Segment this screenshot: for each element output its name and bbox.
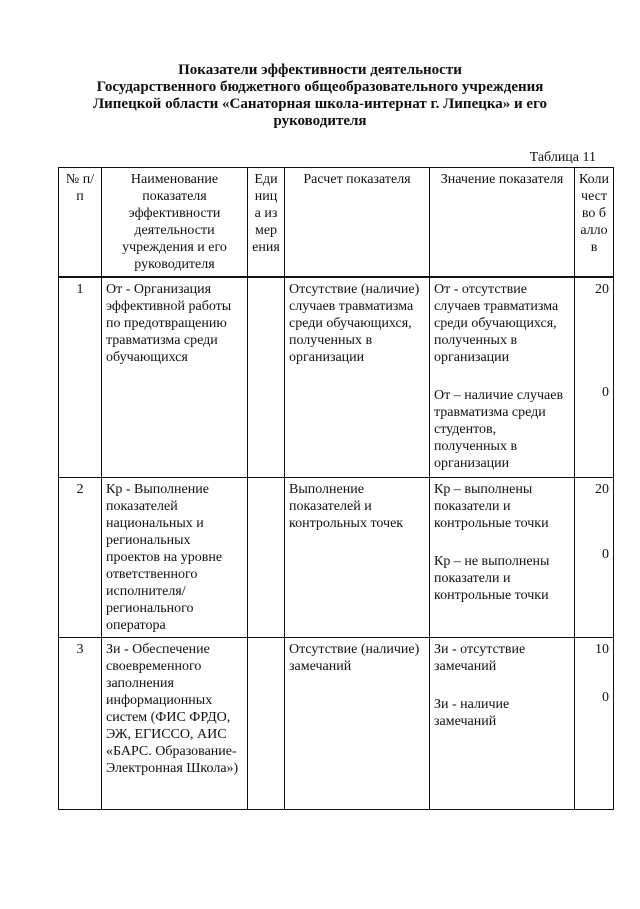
- score-value: 20: [595, 282, 609, 297]
- title-line: Показатели эффективности деятельности: [178, 62, 462, 78]
- indicators-table: [58, 167, 614, 810]
- row-scores: [575, 277, 614, 477]
- row-unit: [248, 277, 285, 477]
- row-calc: Отсутствие (наличие) замечаний: [285, 637, 430, 809]
- row-num: 1: [59, 277, 102, 477]
- score-value: 0: [602, 546, 609, 562]
- row-scores: [575, 637, 614, 809]
- header-name: Наименование показателя эффективности деятельности учреждения и его руководителя: [102, 168, 248, 278]
- row-name: От - Организация эффективной работы по предотвращению травматизма среди обучающихся: [102, 277, 248, 477]
- row-num: 2: [59, 477, 102, 637]
- header-num: № п/п: [59, 168, 102, 278]
- value-option: Кр – выполнены показатели и контрольные точки: [434, 481, 549, 531]
- value-option: Зи - наличие замечаний: [434, 696, 510, 729]
- row-values: [430, 477, 575, 637]
- row-calc: Выполнение показателей и контрольных точек: [285, 477, 430, 637]
- value-option: От – наличие случаев травматизма среди студентов, полученных в организации: [434, 388, 564, 471]
- header-unit: Единица измерения: [248, 168, 285, 278]
- table-row: [59, 477, 614, 637]
- row-values: [430, 277, 575, 477]
- row-values: [430, 637, 575, 809]
- table-label: Таблица 11: [529, 150, 596, 165]
- value-option: Кр – не выполнены показатели и контрольные точки: [434, 553, 550, 603]
- score-value: 0: [602, 385, 609, 400]
- header-score: Количество баллов: [575, 168, 614, 278]
- header-calc: Расчет показателя: [285, 168, 430, 278]
- document-title: [40, 62, 600, 130]
- table-row: [59, 637, 614, 809]
- table-header-row: [59, 168, 614, 278]
- header-value: Значение показателя: [430, 168, 575, 278]
- score-value: 10: [595, 641, 609, 657]
- title-line: Липецкой области «Санаторная школа-интернат г. Липецка» и его: [92, 96, 548, 112]
- row-scores: [575, 477, 614, 637]
- title-line: Государственного бюджетного общеобразовательного учреждения: [96, 79, 544, 95]
- value-option: Зи - отсутствие замечаний: [434, 641, 526, 674]
- row-calc: Отсутствие (наличие) случаев травматизма среди обучающихся, полученных в организации: [285, 277, 430, 477]
- row-num: 3: [59, 637, 102, 809]
- row-unit: [248, 637, 285, 809]
- row-name: Зи - Обеспечение своевременного заполнения информационных систем (ФИС ФРДО, ЭЖ, ЕГИССО, АИС «БАРС. Образование-Электронная Школа»): [102, 637, 248, 809]
- table-row: [59, 277, 614, 477]
- title-line: руководителя: [273, 113, 367, 129]
- score-value: 20: [595, 481, 609, 497]
- value-option: От - отсутствие случаев травматизма среди обучающихся, полученных в организации: [434, 282, 559, 365]
- score-value: 0: [602, 689, 609, 705]
- row-unit: [248, 477, 285, 637]
- row-name: Кр - Выполнение показателей национальных и региональных проектов на уровне ответственного исполнителя/регионального оператора: [102, 477, 248, 637]
